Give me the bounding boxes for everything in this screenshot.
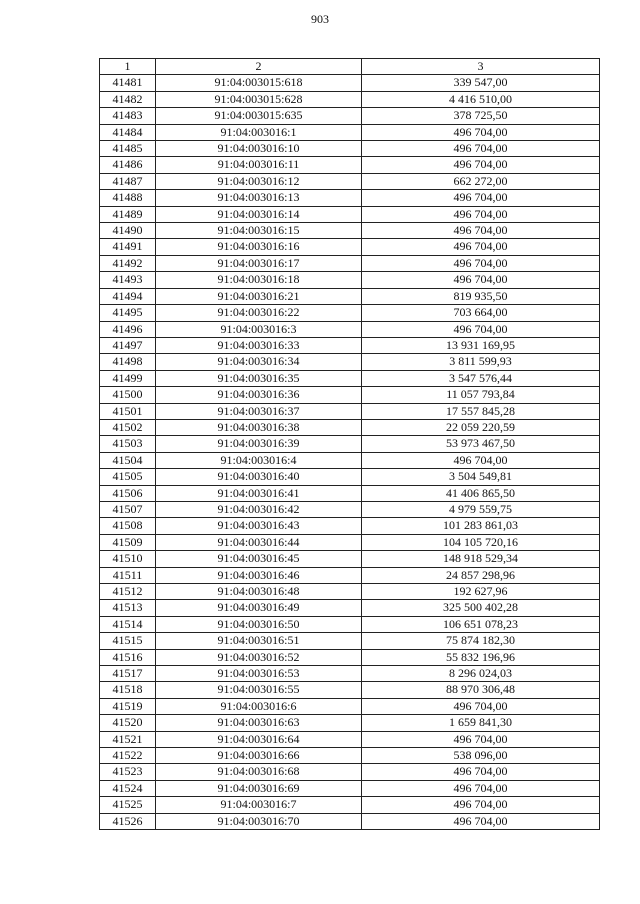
cadastral-number-cell: 91:04:003016:36	[156, 387, 362, 403]
row-number-cell: 41489	[100, 206, 156, 222]
cadastral-number-cell: 91:04:003016:3	[156, 321, 362, 337]
row-number-cell: 41508	[100, 518, 156, 534]
table-row	[100, 518, 600, 534]
table-row	[100, 239, 600, 255]
cadastral-number-cell: 91:04:003016:33	[156, 337, 362, 353]
row-number-cell: 41492	[100, 255, 156, 271]
cadastral-number-cell: 91:04:003016:7	[156, 797, 362, 813]
row-number-cell: 41494	[100, 288, 156, 304]
value-cell: 22 059 220,59	[362, 419, 600, 435]
value-cell: 496 704,00	[362, 731, 600, 747]
row-number-cell: 41525	[100, 797, 156, 813]
row-number-cell: 41513	[100, 600, 156, 616]
row-number-cell: 41526	[100, 813, 156, 829]
table-row	[100, 764, 600, 780]
cadastral-number-cell: 91:04:003016:42	[156, 501, 362, 517]
cadastral-number-cell: 91:04:003016:12	[156, 173, 362, 189]
row-number-cell: 41493	[100, 272, 156, 288]
page-number: 903	[311, 12, 329, 26]
value-cell: 1 659 841,30	[362, 715, 600, 731]
value-cell: 88 970 306,48	[362, 682, 600, 698]
row-number-cell: 41491	[100, 239, 156, 255]
cadastral-number-cell: 91:04:003016:55	[156, 682, 362, 698]
table-row	[100, 600, 600, 616]
table-row	[100, 616, 600, 632]
value-cell: 496 704,00	[362, 764, 600, 780]
table-header-row	[100, 59, 600, 75]
table-row	[100, 436, 600, 452]
cadastral-number-cell: 91:04:003016:46	[156, 567, 362, 583]
registry-table	[99, 58, 600, 830]
row-number-cell: 41514	[100, 616, 156, 632]
row-number-cell: 41488	[100, 190, 156, 206]
row-number-cell: 41512	[100, 584, 156, 600]
cadastral-number-cell: 91:04:003016:45	[156, 551, 362, 567]
table-row	[100, 321, 600, 337]
row-number-cell: 41517	[100, 666, 156, 682]
table-row	[100, 173, 600, 189]
table-row	[100, 748, 600, 764]
value-cell: 8 296 024,03	[362, 666, 600, 682]
value-cell: 496 704,00	[362, 255, 600, 271]
value-cell: 819 935,50	[362, 288, 600, 304]
value-cell: 496 704,00	[362, 141, 600, 157]
row-number-cell: 41485	[100, 141, 156, 157]
table-row	[100, 682, 600, 698]
row-number-cell: 41500	[100, 387, 156, 403]
table-row	[100, 698, 600, 714]
row-number-cell: 41482	[100, 91, 156, 107]
table-row	[100, 403, 600, 419]
row-number-cell: 41502	[100, 419, 156, 435]
value-cell: 496 704,00	[362, 124, 600, 140]
cadastral-number-cell: 91:04:003015:618	[156, 75, 362, 91]
value-cell: 496 704,00	[362, 157, 600, 173]
value-cell: 496 704,00	[362, 272, 600, 288]
cadastral-number-cell: 91:04:003016:43	[156, 518, 362, 534]
table-row	[100, 584, 600, 600]
value-cell: 4 416 510,00	[362, 91, 600, 107]
row-number-cell: 41507	[100, 501, 156, 517]
row-number-cell: 41497	[100, 337, 156, 353]
cadastral-number-cell: 91:04:003016:13	[156, 190, 362, 206]
cadastral-number-cell: 91:04:003016:69	[156, 780, 362, 796]
row-number-cell: 41518	[100, 682, 156, 698]
cadastral-number-cell: 91:04:003016:21	[156, 288, 362, 304]
row-number-cell: 41510	[100, 551, 156, 567]
cadastral-number-cell: 91:04:003016:70	[156, 813, 362, 829]
cadastral-number-cell: 91:04:003015:628	[156, 91, 362, 107]
table-row	[100, 223, 600, 239]
cadastral-number-cell: 91:04:003016:44	[156, 534, 362, 550]
value-cell: 496 704,00	[362, 452, 600, 468]
table-row	[100, 731, 600, 747]
value-cell: 339 547,00	[362, 75, 600, 91]
row-number-cell: 41487	[100, 173, 156, 189]
cadastral-number-cell: 91:04:003016:6	[156, 698, 362, 714]
table-body	[100, 75, 600, 830]
value-cell: 55 832 196,96	[362, 649, 600, 665]
value-cell: 378 725,50	[362, 108, 600, 124]
table-row	[100, 633, 600, 649]
table-row	[100, 534, 600, 550]
cadastral-number-cell: 91:04:003016:40	[156, 469, 362, 485]
row-number-cell: 41499	[100, 370, 156, 386]
value-cell: 17 557 845,28	[362, 403, 600, 419]
value-cell: 11 057 793,84	[362, 387, 600, 403]
table-row	[100, 272, 600, 288]
cadastral-number-cell: 91:04:003016:63	[156, 715, 362, 731]
value-cell: 3 547 576,44	[362, 370, 600, 386]
table-row	[100, 124, 600, 140]
value-cell: 24 857 298,96	[362, 567, 600, 583]
cadastral-number-cell: 91:04:003016:53	[156, 666, 362, 682]
cadastral-number-cell: 91:04:003016:38	[156, 419, 362, 435]
value-cell: 662 272,00	[362, 173, 600, 189]
cadastral-number-cell: 91:04:003016:16	[156, 239, 362, 255]
table-row	[100, 157, 600, 173]
table-row	[100, 354, 600, 370]
row-number-cell: 41509	[100, 534, 156, 550]
value-cell: 496 704,00	[362, 206, 600, 222]
cadastral-number-cell: 91:04:003016:22	[156, 305, 362, 321]
value-cell: 104 105 720,16	[362, 534, 600, 550]
table-row	[100, 715, 600, 731]
table-row	[100, 797, 600, 813]
value-cell: 75 874 182,30	[362, 633, 600, 649]
table-row	[100, 813, 600, 829]
table-row	[100, 108, 600, 124]
row-number-cell: 41490	[100, 223, 156, 239]
value-cell: 496 704,00	[362, 780, 600, 796]
table-row	[100, 305, 600, 321]
row-number-cell: 41522	[100, 748, 156, 764]
table-row	[100, 288, 600, 304]
row-number-cell: 41505	[100, 469, 156, 485]
value-cell: 148 918 529,34	[362, 551, 600, 567]
value-cell: 101 283 861,03	[362, 518, 600, 534]
table-row	[100, 206, 600, 222]
value-cell: 41 406 865,50	[362, 485, 600, 501]
row-number-cell: 41481	[100, 75, 156, 91]
cadastral-number-cell: 91:04:003016:1	[156, 124, 362, 140]
value-cell: 53 973 467,50	[362, 436, 600, 452]
table-row	[100, 91, 600, 107]
row-number-cell: 41520	[100, 715, 156, 731]
row-number-cell: 41501	[100, 403, 156, 419]
column-header-cadastral: 2	[156, 59, 362, 75]
row-number-cell: 41495	[100, 305, 156, 321]
cadastral-number-cell: 91:04:003016:39	[156, 436, 362, 452]
cadastral-number-cell: 91:04:003016:48	[156, 584, 362, 600]
row-number-cell: 41503	[100, 436, 156, 452]
table-row	[100, 666, 600, 682]
column-header-value: 3	[362, 59, 600, 75]
cadastral-number-cell: 91:04:003016:51	[156, 633, 362, 649]
cadastral-number-cell: 91:04:003016:4	[156, 452, 362, 468]
table-row	[100, 75, 600, 91]
row-number-cell: 41498	[100, 354, 156, 370]
cadastral-number-cell: 91:04:003016:66	[156, 748, 362, 764]
cadastral-number-cell: 91:04:003016:14	[156, 206, 362, 222]
cadastral-number-cell: 91:04:003016:11	[156, 157, 362, 173]
row-number-cell: 41506	[100, 485, 156, 501]
value-cell: 496 704,00	[362, 797, 600, 813]
table-row	[100, 501, 600, 517]
value-cell: 106 651 078,23	[362, 616, 600, 632]
row-number-cell: 41511	[100, 567, 156, 583]
value-cell: 4 979 559,75	[362, 501, 600, 517]
cadastral-number-cell: 91:04:003016:64	[156, 731, 362, 747]
row-number-cell: 41483	[100, 108, 156, 124]
cadastral-number-cell: 91:04:003016:10	[156, 141, 362, 157]
value-cell: 538 096,00	[362, 748, 600, 764]
value-cell: 496 704,00	[362, 813, 600, 829]
table-row	[100, 190, 600, 206]
table-row	[100, 452, 600, 468]
row-number-cell: 41516	[100, 649, 156, 665]
row-number-cell: 41515	[100, 633, 156, 649]
cadastral-number-cell: 91:04:003016:68	[156, 764, 362, 780]
value-cell: 325 500 402,28	[362, 600, 600, 616]
value-cell: 496 704,00	[362, 321, 600, 337]
value-cell: 3 811 599,93	[362, 354, 600, 370]
table-row	[100, 551, 600, 567]
row-number-cell: 41486	[100, 157, 156, 173]
value-cell: 3 504 549,81	[362, 469, 600, 485]
table-row	[100, 485, 600, 501]
row-number-cell: 41504	[100, 452, 156, 468]
row-number-cell: 41519	[100, 698, 156, 714]
table-row	[100, 567, 600, 583]
table-row	[100, 469, 600, 485]
cadastral-number-cell: 91:04:003016:17	[156, 255, 362, 271]
row-number-cell: 41521	[100, 731, 156, 747]
cadastral-number-cell: 91:04:003016:18	[156, 272, 362, 288]
cadastral-number-cell: 91:04:003016:35	[156, 370, 362, 386]
row-number-cell: 41524	[100, 780, 156, 796]
cadastral-number-cell: 91:04:003016:50	[156, 616, 362, 632]
value-cell: 496 704,00	[362, 239, 600, 255]
table-row	[100, 141, 600, 157]
cadastral-number-cell: 91:04:003016:41	[156, 485, 362, 501]
row-number-cell: 41484	[100, 124, 156, 140]
value-cell: 496 704,00	[362, 223, 600, 239]
table-row	[100, 649, 600, 665]
value-cell: 192 627,96	[362, 584, 600, 600]
cadastral-number-cell: 91:04:003016:52	[156, 649, 362, 665]
table-row	[100, 419, 600, 435]
table-row	[100, 255, 600, 271]
cadastral-number-cell: 91:04:003016:49	[156, 600, 362, 616]
value-cell: 496 704,00	[362, 698, 600, 714]
row-number-cell: 41523	[100, 764, 156, 780]
cadastral-number-cell: 91:04:003016:34	[156, 354, 362, 370]
table-row	[100, 370, 600, 386]
value-cell: 13 931 169,95	[362, 337, 600, 353]
value-cell: 496 704,00	[362, 190, 600, 206]
table-row	[100, 337, 600, 353]
column-header-number: 1	[100, 59, 156, 75]
value-cell: 703 664,00	[362, 305, 600, 321]
cadastral-number-cell: 91:04:003016:37	[156, 403, 362, 419]
row-number-cell: 41496	[100, 321, 156, 337]
cadastral-number-cell: 91:04:003016:15	[156, 223, 362, 239]
table-row	[100, 387, 600, 403]
table-row	[100, 780, 600, 796]
cadastral-number-cell: 91:04:003015:635	[156, 108, 362, 124]
